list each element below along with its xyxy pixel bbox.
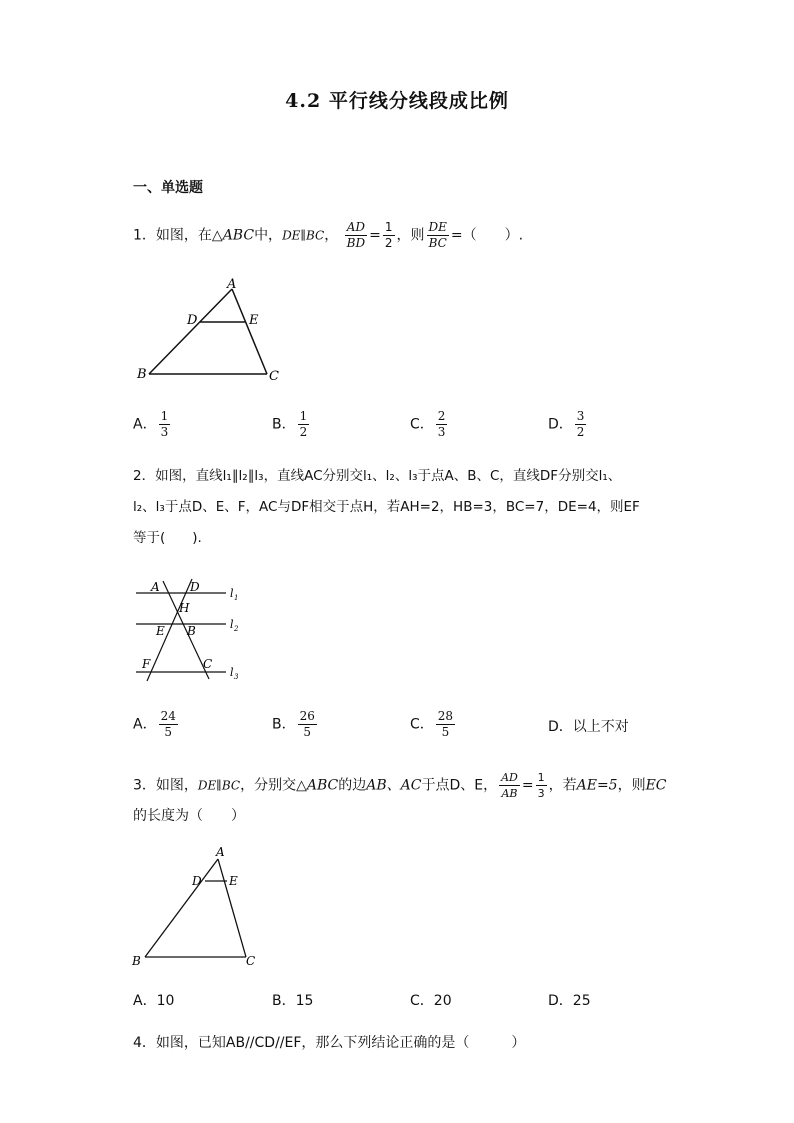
- label-a: A: [227, 277, 237, 292]
- label-d: D: [190, 580, 200, 594]
- label-l2: l: [230, 618, 234, 631]
- question-4-stem: 4．如图，已知AB//CD//EF，那么下列结论正确的是（ ）: [133, 1035, 526, 1051]
- question-2-line-1: 2．如图，直线l₁∥l₂∥l₃，直线AC分别交l₁、l₂、l₃于点A、B、C，直线DF分别交l₁、: [133, 468, 622, 484]
- label-e: E: [249, 313, 259, 328]
- question-1-figure: [130, 272, 290, 387]
- fraction-one-half: $\frac{1}{2}$: [384, 220, 393, 250]
- label-e: E: [229, 874, 238, 888]
- label-d: D: [192, 874, 202, 888]
- question-2-line-2: l₂、l₃于点D、E、F，AC与DF相交于点H，若AH=2，HB=3，BC=7，DE=4，则EF: [133, 499, 640, 515]
- fraction-ad-bd: $\frac{AD}{BD}$: [346, 220, 366, 250]
- q1-option-d[interactable]: D． $\frac{3}{2}$: [548, 409, 585, 439]
- fraction-one-third: $\frac{1}{3}$: [537, 771, 545, 800]
- label-a: A: [216, 845, 225, 859]
- svg-text:3: 3: [234, 673, 239, 681]
- question-2-line-3: 等于( ).: [133, 530, 202, 546]
- q1-option-b[interactable]: B． $\frac{1}{2}$: [272, 409, 308, 439]
- label-e: E: [156, 624, 165, 638]
- q3-option-c[interactable]: C．20: [410, 993, 452, 1009]
- question-3-line-2: 的长度为（ ）: [133, 808, 245, 824]
- q3-option-a[interactable]: A．10: [133, 993, 175, 1009]
- label-l3: l: [230, 666, 234, 679]
- question-3-stem: 3．如图，DE∥BC，分别交△ABC的边AB、AC于点D、E， $\frac{AD}{AB}$ = $\frac{1}{3}$ ，若AE=5，则EC: [133, 771, 667, 800]
- fraction-de-bc: $\frac{DE}{BC}$: [428, 220, 447, 250]
- q2-option-a[interactable]: A． $\frac{24}{5}$: [133, 709, 176, 739]
- label-c: C: [269, 369, 279, 384]
- section-heading: 一、单选题: [133, 180, 203, 196]
- question-2-figure: [130, 575, 250, 685]
- q1-option-a[interactable]: A． $\frac{1}{3}$: [133, 409, 169, 439]
- question-3-figure: [128, 843, 268, 971]
- label-a: A: [151, 580, 160, 594]
- q2-option-c[interactable]: C． $\frac{28}{5}$: [410, 709, 454, 739]
- label-c: C: [203, 657, 213, 671]
- fraction-ad-ab: $\frac{AD}{AB}$: [501, 771, 518, 800]
- label-h: H: [179, 601, 190, 615]
- question-1-stem: 1．如图，在△ABC中，DE∥BC， $\frac{AD}{BD}$ = $\frac{1}{2}$ ，则 $\frac{DE}{BC}$ =（ ）.: [133, 220, 524, 250]
- page-title: 4.2 平行线分线段成比例: [285, 90, 509, 112]
- q1-option-c[interactable]: C． $\frac{2}{3}$: [410, 409, 446, 439]
- label-f: F: [142, 657, 151, 671]
- label-d: D: [187, 313, 198, 328]
- q3-option-b[interactable]: B．15: [272, 993, 314, 1009]
- q2-option-d[interactable]: D．以上不对: [548, 719, 629, 735]
- q2-option-b[interactable]: B． $\frac{26}{5}$: [272, 709, 315, 739]
- label-b: B: [137, 367, 147, 382]
- label-c: C: [246, 954, 256, 968]
- svg-text:2: 2: [234, 625, 239, 633]
- label-l1: l: [230, 587, 234, 600]
- svg-text:1: 1: [234, 594, 239, 602]
- label-b: B: [187, 624, 196, 638]
- q3-option-d[interactable]: D．25: [548, 993, 591, 1009]
- label-b: B: [132, 954, 141, 968]
